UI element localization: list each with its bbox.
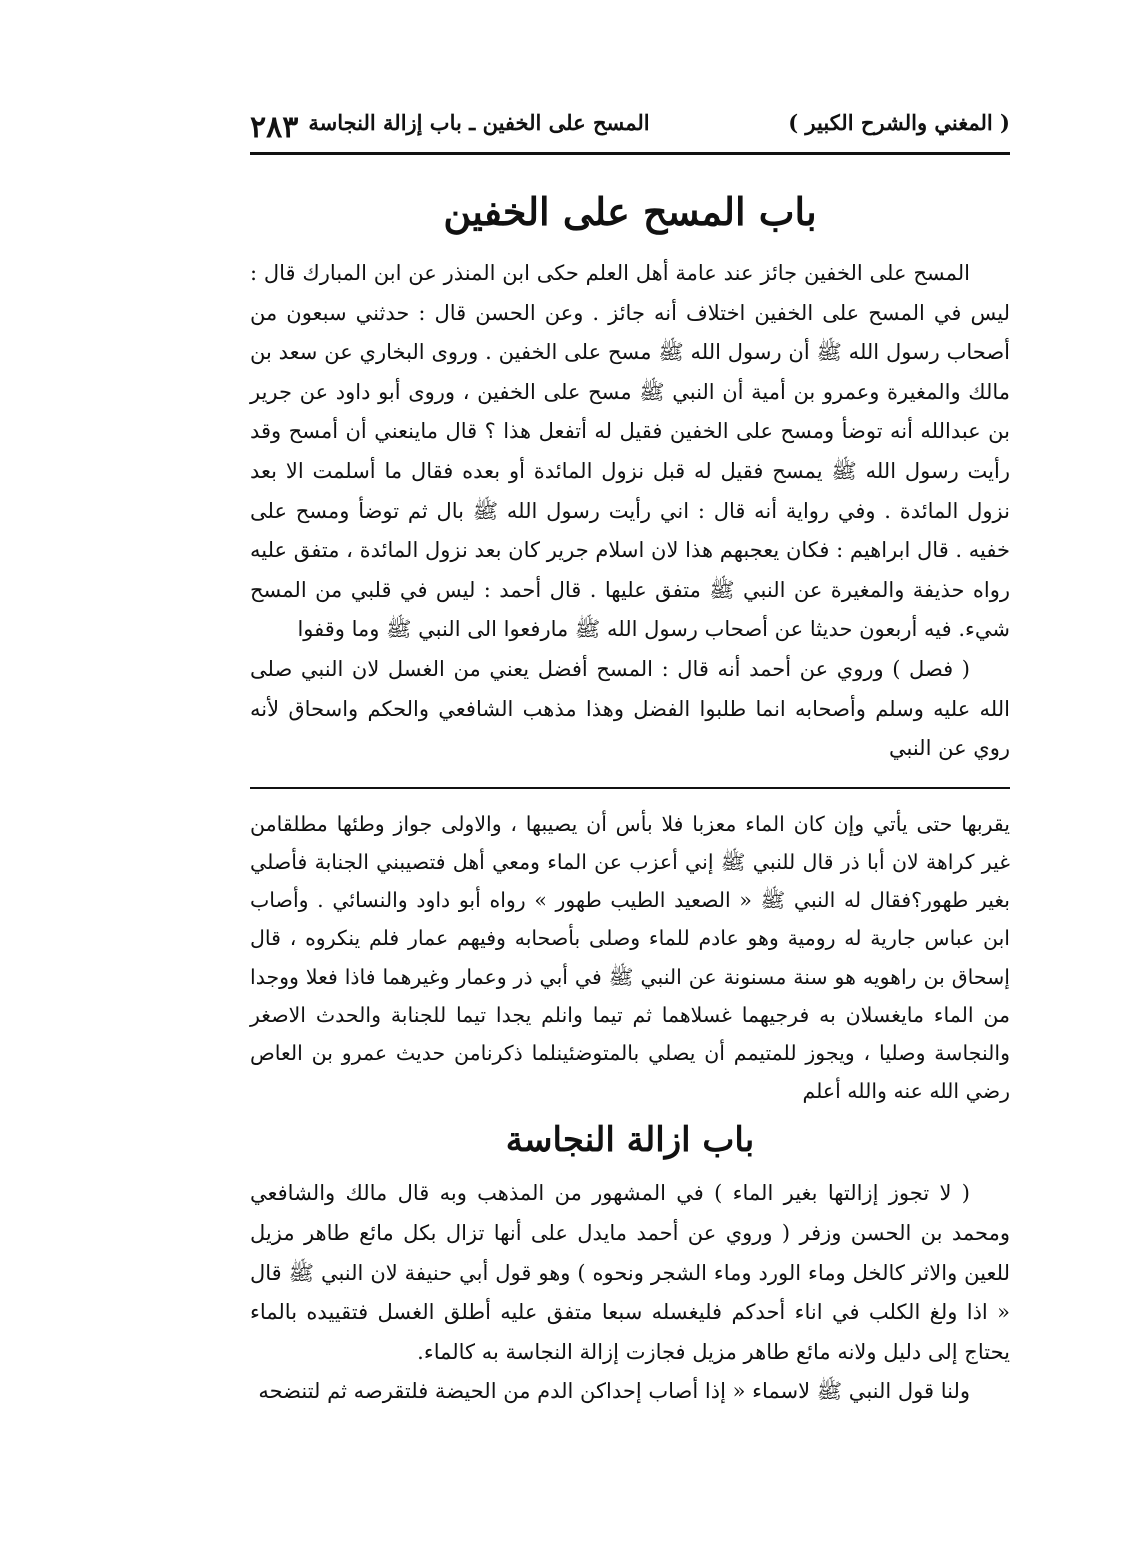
page-number: ٢٨٣ [250,110,299,145]
book-page [250,110,1010,1412]
running-title: المسح على الخفين ـ باب إزالة النجاسة [308,110,650,135]
main-paragraph-2: ( فصل ) وروي عن أحمد أنه قال : المسح أفضل يعني من الغسل لان النبي صلى الله عليه وسلم وأصحابه انما طلبوا الفضل وهذا مذهب الشافعي والحكم واسحاق لأنه روي عن النبي [250,656,1010,761]
section-title: باب ازالة النجاسة [505,1120,755,1161]
divider-rule [250,787,1010,789]
running-header [250,110,1010,155]
main-paragraph-1: المسح على الخفين جائز عند عامة أهل العلم حكى ابن المنذر عن ابن المبارك قال : ليس في المسح على الخفين اختلاف أنه جائز . وعن الحسن قال : حدثني سبعون من أصحاب رسول الله ﷺ أن رسول الله ﷺ مسح على الخفين . وروى البخاري عن سعد بن مالك والمغيرة وعمرو بن أمية أن النبي ﷺ مسح على الخفين ، وروى أبو داود عن جرير بن عبدالله أنه توضأ ومسح على الخفين فقيل له أتفعل هذا ؟ قال ماينعني أن أمسح وقد رأيت رسول الله ﷺ يمسح فقيل له قبل نزول المائدة أو بعده فقال ما أسلمت الا بعد نزول المائدة . وفي رواية أنه قال : اني رأيت رسول الله ﷺ بال ثم توضأ ومسح على خفيه . قال ابراهيم : فكان يعجبهم هذا لان اسلام جرير كان بعد نزول المائدة ، متفق عليه رواه حذيفة والمغيرة عن النبي ﷺ متفق عليها . قال أحمد : ليس في قلبي من المسح شيء. فيه أربعون حديثا عن أصحاب رسول الله ﷺ مارفعوا الى النبي ﷺ وما وقفوا [250,261,1010,642]
commentary-paragraph: يقربها حتى يأتي وإن كان الماء معزبا فلا بأس أن يصيبها ، والاولى جواز وطئها مطلقامن غير كراهة لان أبا ذر قال للنبي ﷺ إني أعزب عن الماء ومعي أهل فتصيبني الجنابة فأصلي بغير طهور؟فقال له النبي ﷺ « الصعيد الطيب طهور » رواه أبو داود والنسائي . وأصاب ابن عباس جارية له رومية وهو عادم للماء وصلى بأصحابه وفيهم عمار فلم ينكروه ، قال إسحاق بن راهويه هو سنة مسنونة عن النبي ﷺ في أبي ذر وعمار وغيرهما فاذا فعلا ووجدا من الماء مايغسلان به فرجيهما غسلاهما ثم تيما وانلم يجدا تيما للجنابة والحدث الاصغر والنجاسة وصليا ، ويجوز للمتيمم أن يصلي بالمتوضئينلما ذكرنامن حديث عمرو بن العاص رضي الله عنه والله أعلم [250,811,1010,1104]
book-title: ( المغني والشرح الكبير ) [788,110,1010,135]
chapter-title: باب المسح على الخفين [443,189,817,234]
section-paragraph-2: ولنا قول النبي ﷺ لاسماء « إذا أصاب إحداكن الدم من الحيضة فلتقرصه ثم لتنضحه [258,1379,970,1404]
section-paragraph-1: ( لا تجوز إزالتها بغير الماء ) في المشهور من المذهب وبه قال مالك والشافعي ومحمد بن الحسن وزفر ( وروي عن أحمد مايدل على أنها تزال بكل مائع طاهر مزيل للعين والاثر كالخل وماء الورد وماء الشجر ونحوه ) وهو قول أبي حنيفة لان النبي ﷺ قال « اذا ولغ الكلب في اناء أحدكم فليغسله سبعا متفق عليه أطلق الغسل فتقييده بالماء يحتاج إلى دليل ولانه مائع طاهر مزيل فجازت إزالة النجاسة به كالماء. [250,1181,1010,1364]
